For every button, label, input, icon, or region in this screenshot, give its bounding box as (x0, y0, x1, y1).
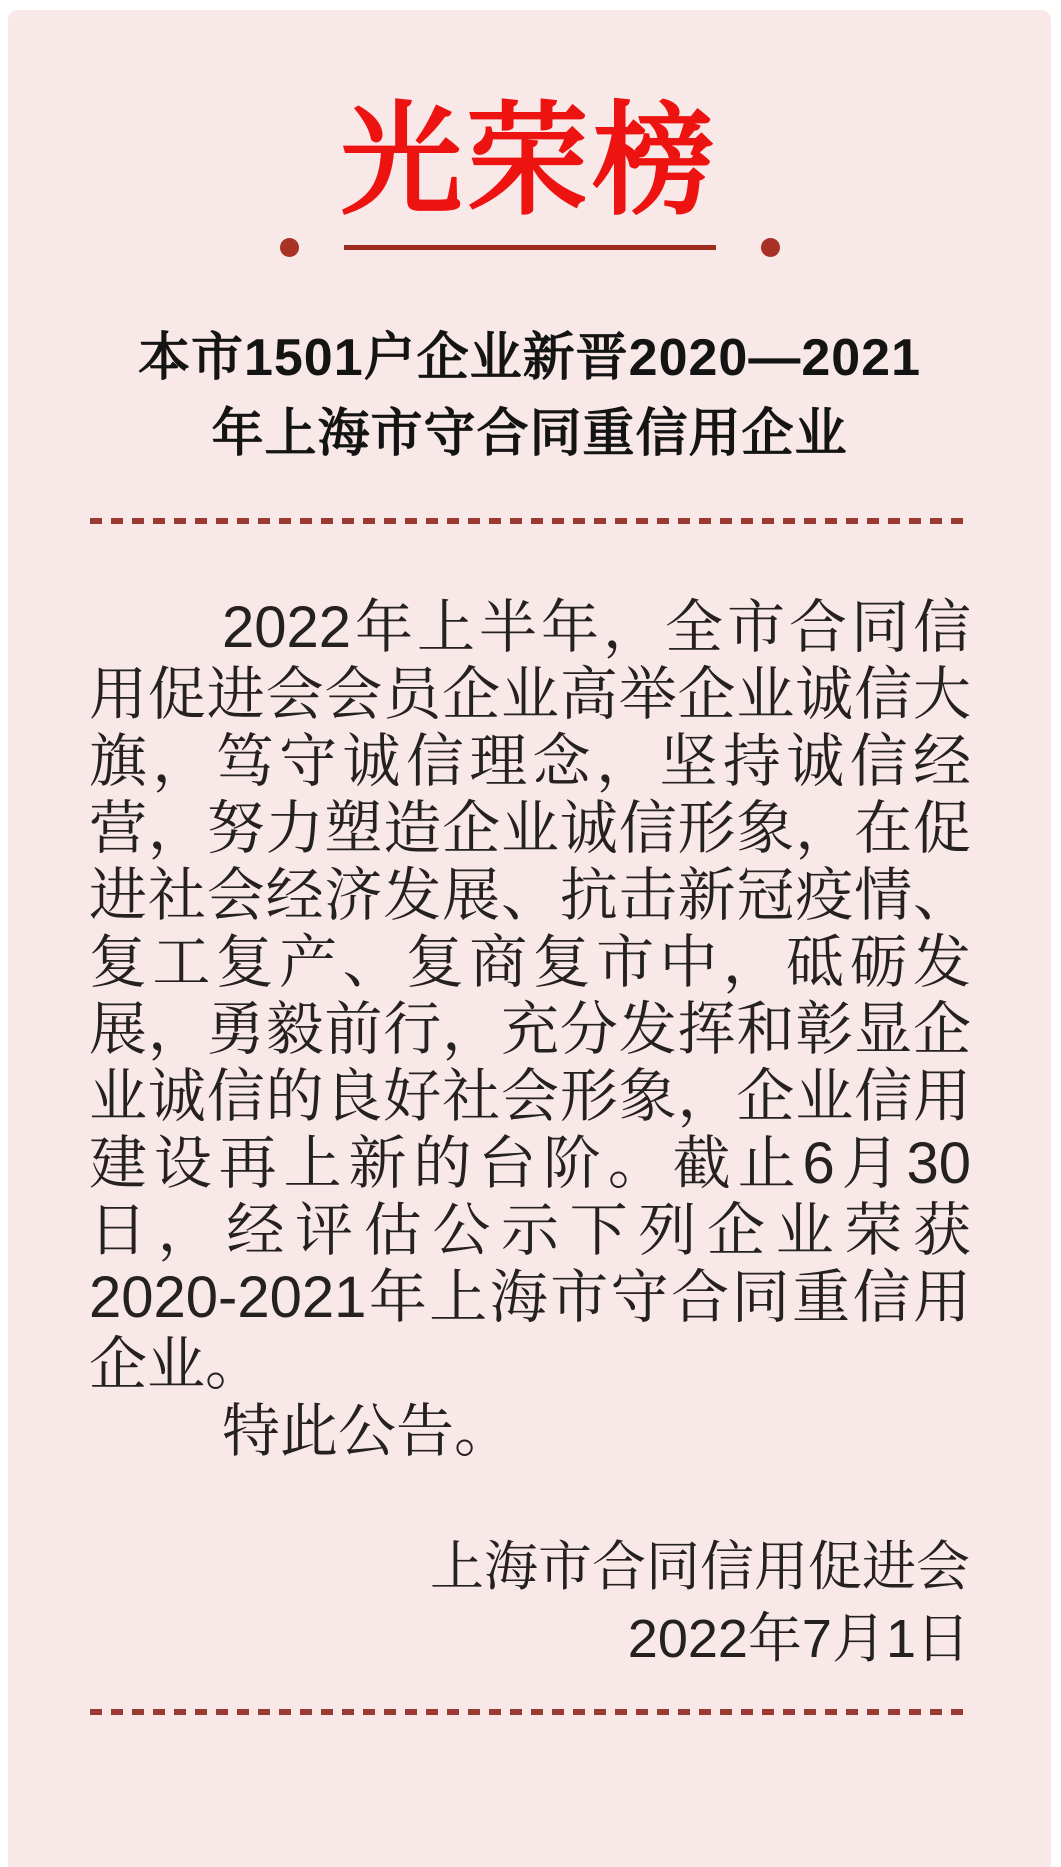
signature-org: 上海市合同信用促进会 (430, 1536, 970, 1597)
body-line: 进社会经济发展、抗击新冠疫情、 (89, 862, 971, 928)
body-line: 日，经评估公示下列企业荣获 (89, 1197, 971, 1263)
signature-date: 2022年7月1日 (627, 1608, 970, 1669)
announcement-subtitle (8, 320, 1051, 472)
announcement-card (8, 10, 1051, 1867)
decor-dot-right (761, 238, 780, 257)
signature-block (8, 1531, 1051, 1675)
body-line: 旗，笃守诚信理念，坚持诚信经 (89, 728, 971, 794)
title-underline-decor (8, 238, 1051, 258)
dashed-divider-top (90, 518, 969, 524)
dashed-divider-bottom (90, 1709, 969, 1715)
body-line: 营，努力塑造企业诚信形象，在促 (89, 795, 971, 861)
subtitle-line-2: 年上海市守合同重信用企业 (211, 404, 848, 463)
body-line: 建设再上新的台阶。截止6月30 (89, 1130, 971, 1196)
page-title: 光荣榜 (340, 93, 719, 229)
body-line: 企业。 (89, 1331, 264, 1397)
body-line: 2020-2021年上海市守合同重信用 (89, 1264, 971, 1330)
decor-dot-left (280, 238, 299, 257)
body-line: 复工复产、复商复市中，砥砺发 (89, 929, 971, 995)
announcement-body (89, 594, 971, 1465)
body-line: 展，勇毅前行，充分发挥和彰显企 (89, 996, 971, 1062)
body-line: 业诚信的良好社会形象，企业信用 (89, 1063, 971, 1129)
subtitle-line-1: 本市1501户企业新晋2020—2021 (137, 328, 922, 387)
body-line: 2022年上半年，全市合同信 (222, 594, 971, 660)
decor-line (344, 245, 716, 250)
body-line-closing: 特此公告。 (222, 1398, 513, 1464)
body-line: 用促进会会员企业高举企业诚信大 (89, 661, 971, 727)
